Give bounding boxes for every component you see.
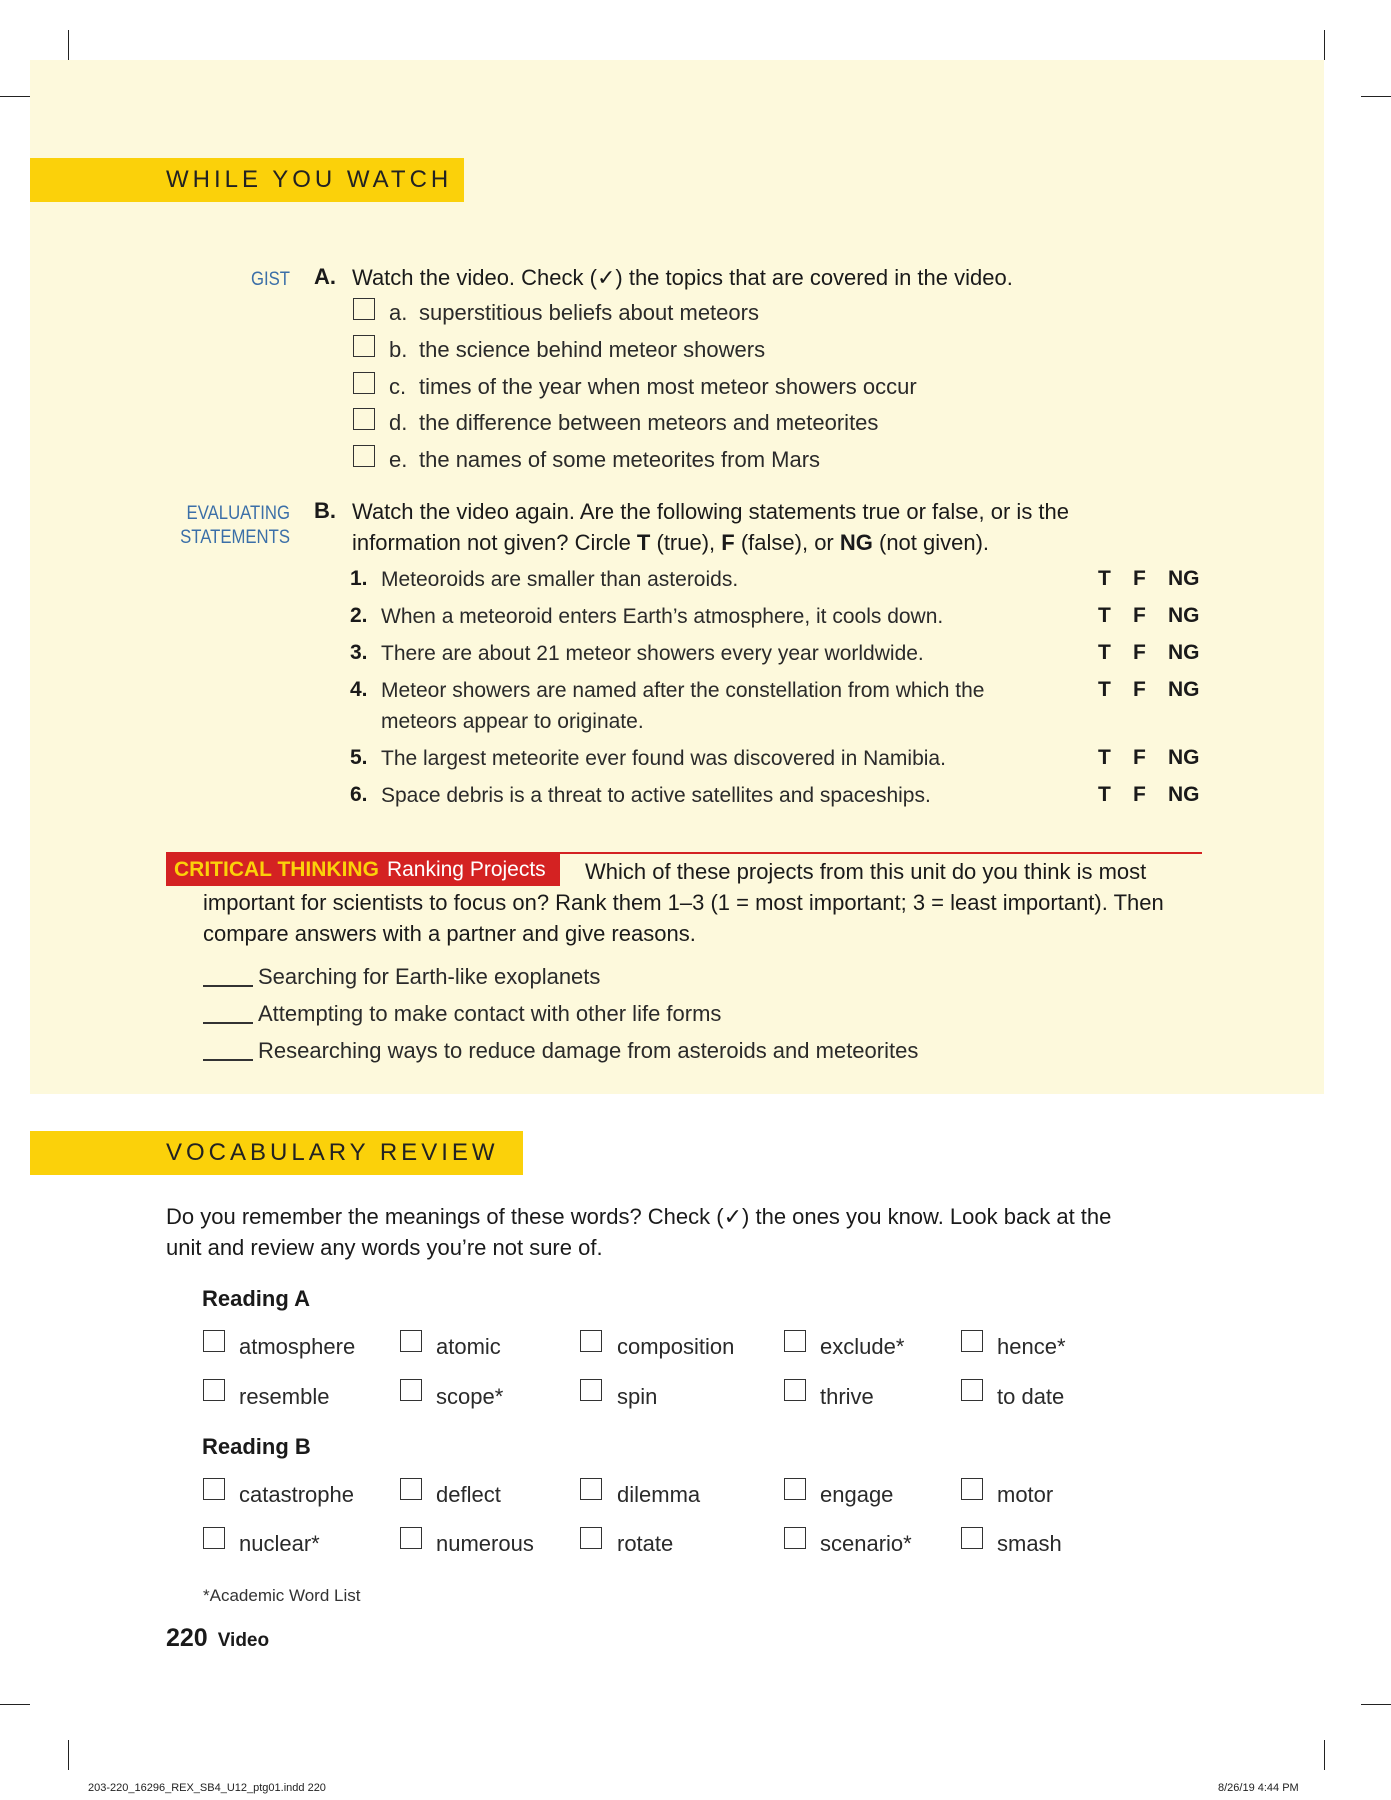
crop-mark [68, 30, 69, 60]
question-b-letter: B. [314, 498, 336, 523]
checkbox[interactable] [353, 372, 375, 394]
choice-f[interactable]: F [1133, 783, 1146, 806]
checkbox[interactable] [784, 1379, 806, 1401]
vocabulary-review-banner: VOCABULARY REVIEW [30, 1131, 523, 1175]
vocab-word: thrive [820, 1384, 874, 1409]
critical-thinking-title: CRITICAL THINKING [174, 858, 379, 881]
choice-ng[interactable]: NG [1168, 678, 1200, 701]
statement-number: 1. [350, 567, 368, 590]
critical-thinking-tag [166, 854, 560, 886]
choice-t[interactable]: T [1098, 604, 1111, 627]
critical-thinking-body: important for scientists to focus on? Rank them 1–3 (1 = most important; 3 = least important). Then compare answers with a partner and give reasons. [203, 890, 1164, 946]
checkbox[interactable] [400, 1379, 422, 1401]
gist-option: a. superstitious beliefs about meteors [389, 300, 759, 325]
rank-blank[interactable] [203, 1059, 253, 1061]
vocab-word: atmosphere [239, 1334, 356, 1359]
statement-text: Meteoroids are smaller than asteroids. [381, 568, 739, 591]
rank-item: Attempting to make contact with other life forms [258, 1001, 722, 1026]
crop-mark [0, 96, 30, 97]
rank-item: Researching ways to reduce damage from asteroids and meteorites [258, 1038, 919, 1063]
reading-b-title: Reading B [202, 1434, 311, 1459]
section-name: Video [217, 1630, 270, 1651]
choice-ng[interactable]: NG [1168, 746, 1200, 769]
choice-ng[interactable]: NG [1168, 604, 1200, 627]
checkbox[interactable] [353, 335, 375, 357]
choice-t[interactable]: T [1098, 678, 1111, 701]
choice-f[interactable]: F [1133, 678, 1146, 701]
checkbox[interactable] [353, 408, 375, 430]
critical-thinking-subtitle: Ranking Projects [386, 858, 546, 881]
checkbox[interactable] [353, 445, 375, 467]
choice-t[interactable]: T [1098, 567, 1111, 590]
gist-option: c. times of the year when most meteor showers occur [389, 374, 917, 399]
vocab-word: hence* [997, 1334, 1066, 1359]
question-b-instruction: Watch the video again. Are the following statements true or false, or is the information not given? Circle T (true), F (false), or NG (not given). [352, 499, 1070, 555]
gist-label: GIST [250, 269, 290, 290]
vocab-word: resemble [239, 1384, 330, 1409]
crop-mark [1324, 1740, 1325, 1770]
vocab-word: exclude* [820, 1334, 905, 1359]
crop-mark [1361, 96, 1391, 97]
statement-text: There are about 21 meteor showers every year worldwide. [381, 642, 924, 665]
gist-option: b. the science behind meteor showers [389, 337, 766, 362]
slug-date: 8/26/19 4:44 PM [1218, 1782, 1299, 1794]
statement-number: 4. [350, 678, 368, 701]
vocab-word: scope* [436, 1384, 504, 1409]
crop-mark [68, 1740, 69, 1770]
statement-text: Space debris is a threat to active satellites and spaceships. [381, 784, 931, 807]
gist-option: d. the difference between meteors and meteorites [389, 410, 879, 435]
vocab-word: spin [617, 1384, 658, 1409]
crop-mark [1324, 30, 1325, 60]
vocab-word: smash [997, 1531, 1062, 1556]
rank-item: Searching for Earth-like exoplanets [258, 964, 601, 989]
choice-t[interactable]: T [1098, 783, 1111, 806]
statement-number: 6. [350, 783, 368, 806]
rank-blank[interactable] [203, 1022, 253, 1024]
checkbox[interactable] [961, 1379, 983, 1401]
statement-number: 3. [350, 641, 368, 664]
statement-number: 2. [350, 604, 368, 627]
choice-ng[interactable]: NG [1168, 641, 1200, 664]
checkbox[interactable] [203, 1527, 225, 1549]
choice-f[interactable]: F [1133, 567, 1146, 590]
statement-text: The largest meteorite ever found was discovered in Namibia. [381, 747, 946, 770]
page-folio [166, 1624, 269, 1653]
vocab-word: motor [997, 1482, 1054, 1507]
vocab-word: atomic [436, 1334, 501, 1359]
slug-filename: 203-220_16296_REX_SB4_U12_ptg01.indd 220 [88, 1782, 326, 1794]
checkbox[interactable] [203, 1379, 225, 1401]
checkbox[interactable] [353, 298, 375, 320]
checkbox[interactable] [961, 1478, 983, 1500]
while-you-watch-banner: WHILE YOU WATCH [30, 158, 464, 202]
vocab-word: to date [997, 1384, 1065, 1409]
checkbox[interactable] [400, 1527, 422, 1549]
checkbox[interactable] [961, 1527, 983, 1549]
checkbox[interactable] [203, 1330, 225, 1352]
statement-text: Meteor showers are named after the constellation from which the meteors appear to originate. [381, 679, 985, 733]
vocabulary-intro: Do you remember the meanings of these words? Check (✓) the ones you know. Look back at the unit and review any words you’re not sure of. [166, 1204, 1112, 1260]
checkbox[interactable] [400, 1478, 422, 1500]
checkbox[interactable] [580, 1330, 602, 1352]
checkbox[interactable] [580, 1527, 602, 1549]
vocab-word: numerous [436, 1531, 534, 1556]
checkbox[interactable] [784, 1330, 806, 1352]
choice-ng[interactable]: NG [1168, 783, 1200, 806]
crop-mark [0, 1704, 30, 1705]
checkbox[interactable] [961, 1330, 983, 1352]
reading-a-title: Reading A [202, 1286, 310, 1311]
checkbox[interactable] [784, 1478, 806, 1500]
critical-thinking-line1: Which of these projects from this unit do you think is most [585, 859, 1147, 884]
vocab-word: deflect [436, 1482, 501, 1507]
choice-t[interactable]: T [1098, 746, 1111, 769]
crop-mark [1361, 1704, 1391, 1705]
vocab-word: rotate [617, 1531, 674, 1556]
academic-word-list-footnote: *Academic Word List [203, 1586, 361, 1605]
statement-number: 5. [350, 746, 368, 769]
page-number: 220 [166, 1624, 208, 1652]
vocab-word: composition [617, 1334, 735, 1359]
choice-t[interactable]: T [1098, 641, 1111, 664]
rank-blank[interactable] [203, 985, 253, 987]
question-a-instruction: Watch the video. Check (✓) the topics that are covered in the video. [352, 265, 1013, 290]
gist-option: e. the names of some meteorites from Mars [389, 447, 821, 472]
question-a-letter: A. [314, 264, 336, 289]
vocab-word: catastrophe [239, 1482, 354, 1507]
checkbox[interactable] [400, 1330, 422, 1352]
evaluating-statements-label: EVALUATING STATEMENTS [180, 503, 290, 548]
vocab-word: scenario* [820, 1531, 912, 1556]
choice-ng[interactable]: NG [1168, 567, 1200, 590]
choice-f[interactable]: F [1133, 604, 1146, 627]
checkbox[interactable] [580, 1478, 602, 1500]
checkbox[interactable] [203, 1478, 225, 1500]
statement-text: When a meteoroid enters Earth’s atmosphere, it cools down. [381, 605, 944, 628]
choice-f[interactable]: F [1133, 641, 1146, 664]
checkbox[interactable] [580, 1379, 602, 1401]
choice-f[interactable]: F [1133, 746, 1146, 769]
vocab-word: engage [820, 1482, 894, 1507]
vocab-word: nuclear* [239, 1531, 320, 1556]
checkbox[interactable] [784, 1527, 806, 1549]
vocab-word: dilemma [617, 1482, 701, 1507]
